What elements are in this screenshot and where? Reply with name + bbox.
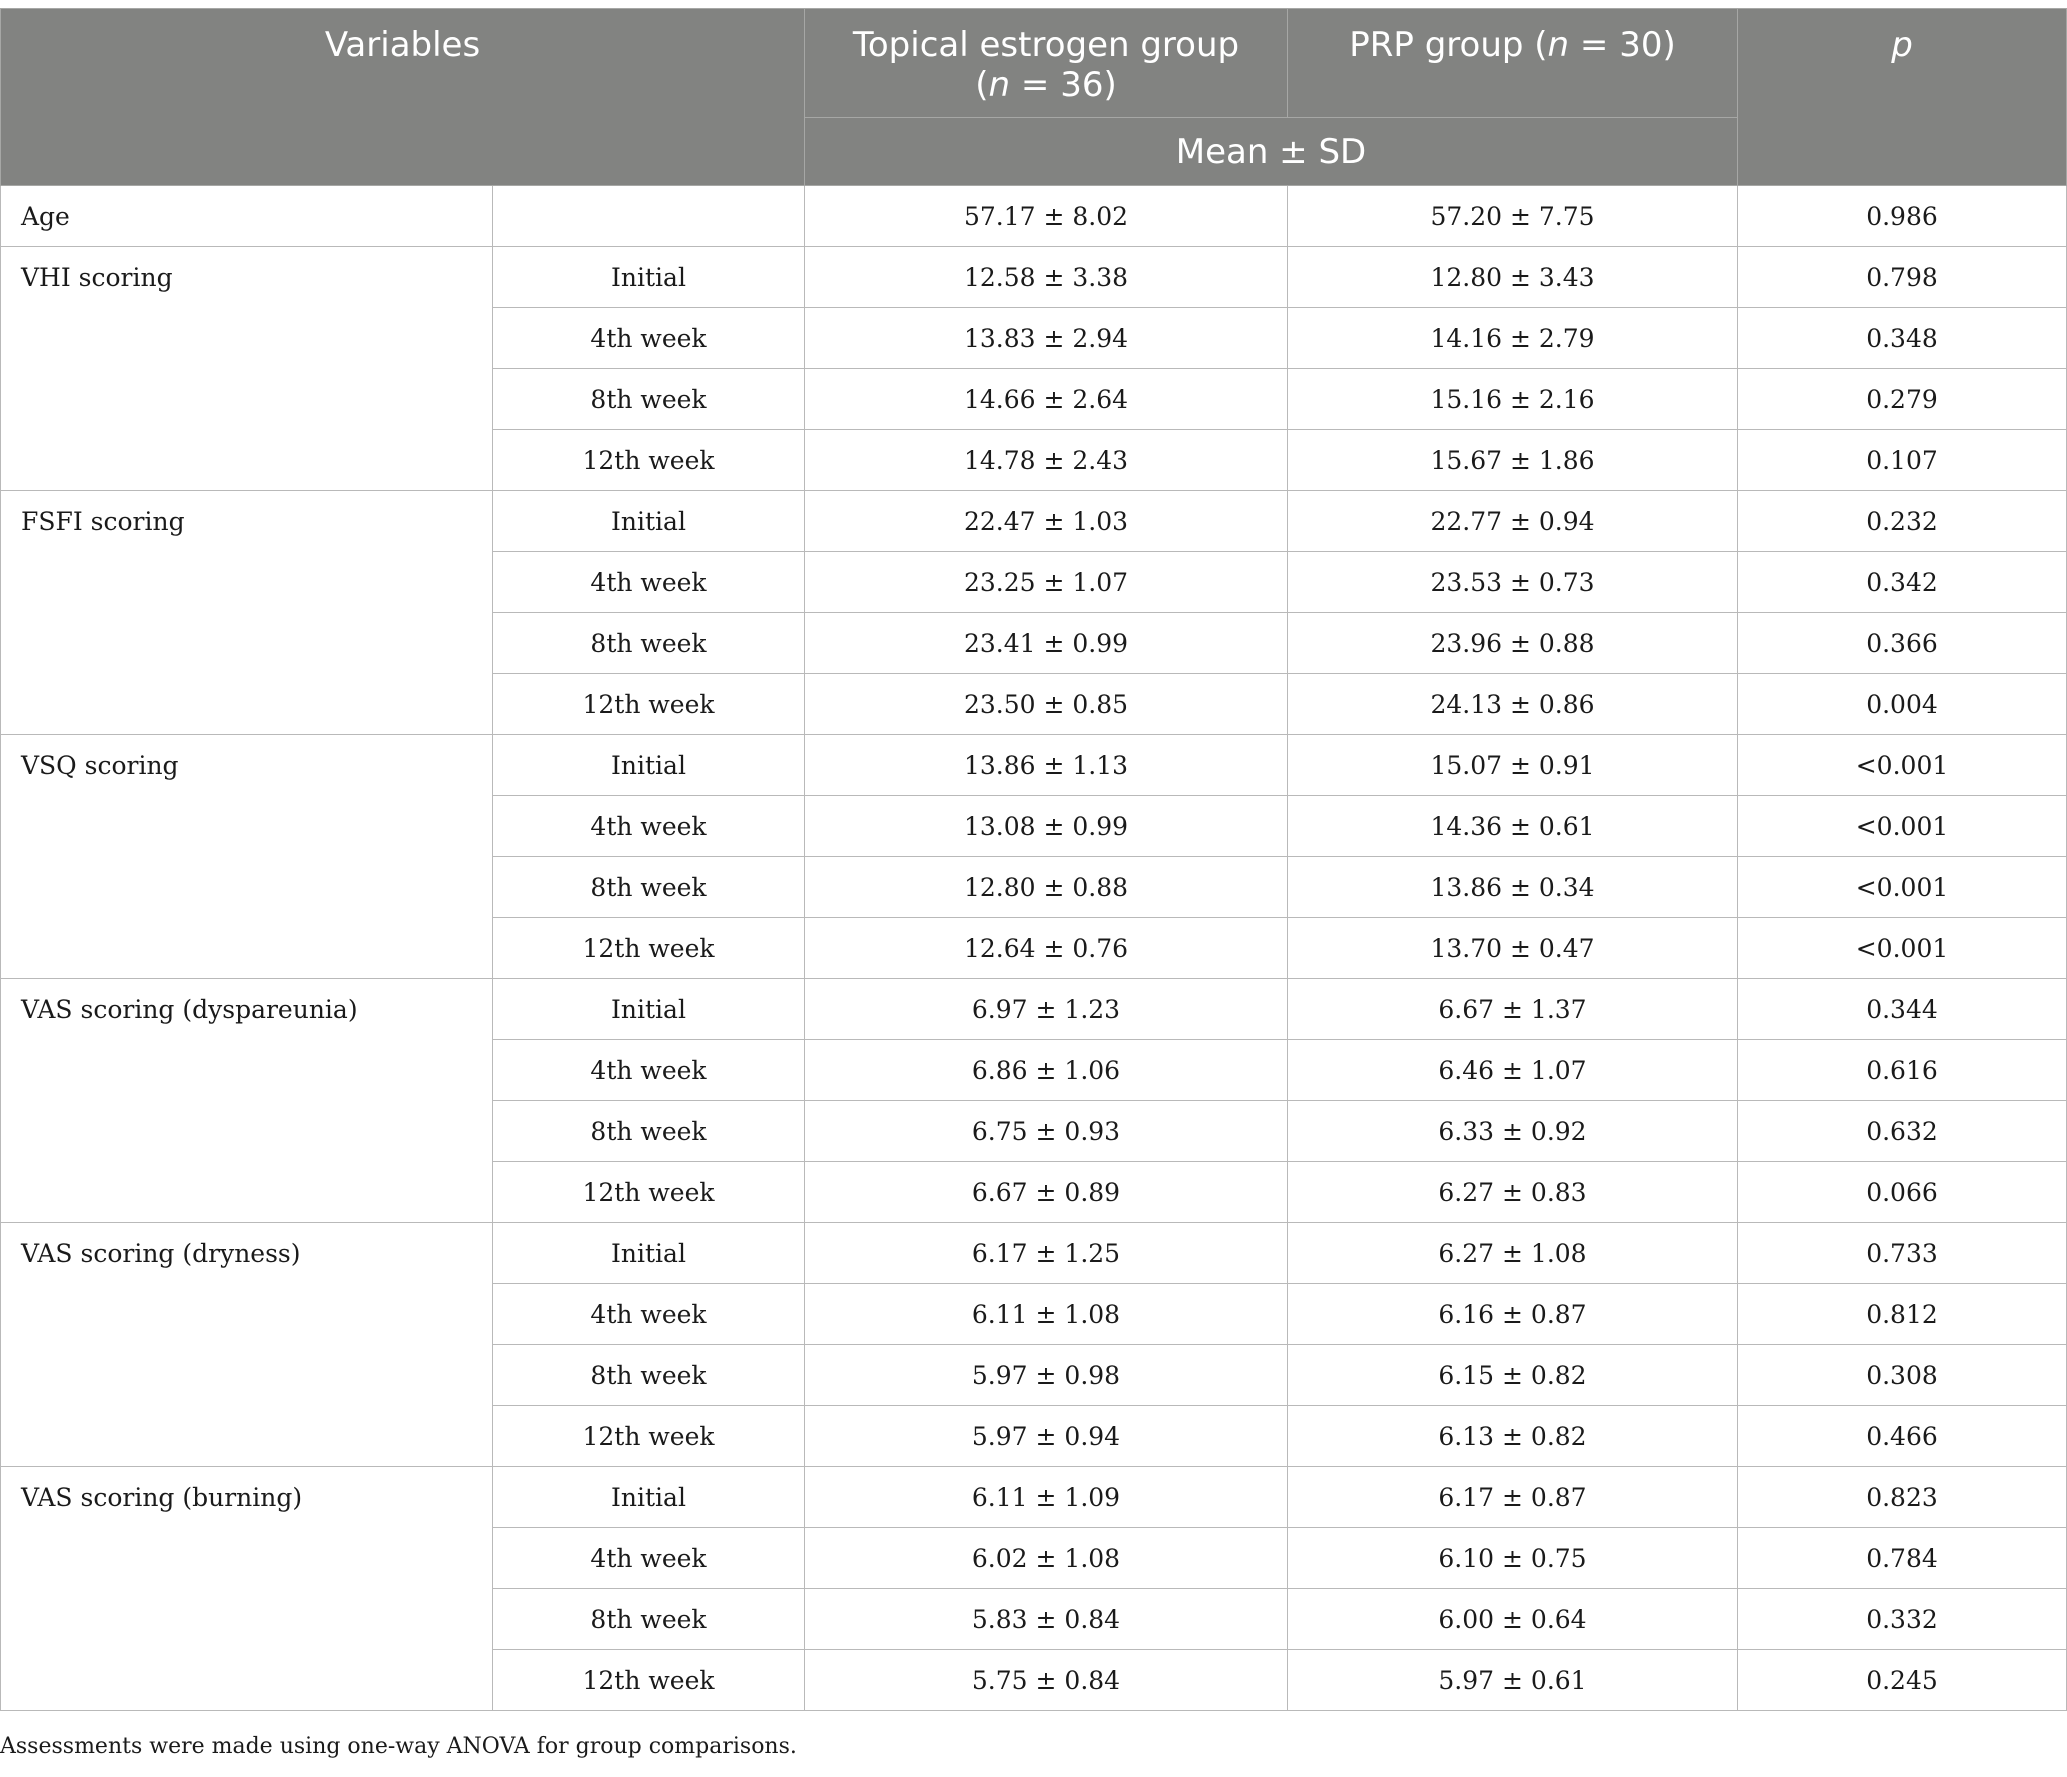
cell-variable: FSFI scoring <box>1 491 493 735</box>
cell-time-point: 8th week <box>493 1345 805 1406</box>
cell-time-point: Initial <box>493 247 805 308</box>
table-row <box>1 735 2067 796</box>
cell-time-point: Initial <box>493 491 805 552</box>
cell-p-value: <0.001 <box>1738 918 2067 979</box>
cell-prp-mean-sd: 6.15 ± 0.82 <box>1288 1345 1738 1406</box>
cell-p-value: <0.001 <box>1738 735 2067 796</box>
cell-time-point: 4th week <box>493 1040 805 1101</box>
cell-p-value: 0.308 <box>1738 1345 2067 1406</box>
table-row <box>1 979 2067 1040</box>
cell-prp-mean-sd: 12.80 ± 3.43 <box>1288 247 1738 308</box>
cell-variable: VSQ scoring <box>1 735 493 979</box>
table-footnote: Assessments were made using one-way ANOVA for group comparisons. <box>0 1734 797 1759</box>
cell-p-value: 0.784 <box>1738 1528 2067 1589</box>
cell-prp-mean-sd: 6.13 ± 0.82 <box>1288 1406 1738 1467</box>
table-header <box>1 9 2067 186</box>
cell-prp-mean-sd: 13.70 ± 0.47 <box>1288 918 1738 979</box>
cell-topical-mean-sd: 22.47 ± 1.03 <box>805 491 1288 552</box>
cell-topical-mean-sd: 12.58 ± 3.38 <box>805 247 1288 308</box>
cell-topical-mean-sd: 6.17 ± 1.25 <box>805 1223 1288 1284</box>
cell-topical-mean-sd: 57.17 ± 8.02 <box>805 186 1288 247</box>
cell-variable: VHI scoring <box>1 247 493 491</box>
cell-p-value: 0.632 <box>1738 1101 2067 1162</box>
cell-prp-mean-sd: 6.27 ± 0.83 <box>1288 1162 1738 1223</box>
cell-p-value: 0.279 <box>1738 369 2067 430</box>
table-row <box>1 491 2067 552</box>
cell-prp-mean-sd: 6.33 ± 0.92 <box>1288 1101 1738 1162</box>
cell-time-point: 12th week <box>493 1162 805 1223</box>
cell-p-value: 0.332 <box>1738 1589 2067 1650</box>
cell-topical-mean-sd: 12.80 ± 0.88 <box>805 857 1288 918</box>
header-row <box>1 9 2067 118</box>
cell-prp-mean-sd: 6.17 ± 0.87 <box>1288 1467 1738 1528</box>
cell-p-value: 0.066 <box>1738 1162 2067 1223</box>
cell-variable: VAS scoring (dryness) <box>1 1223 493 1467</box>
cell-p-value: 0.733 <box>1738 1223 2067 1284</box>
cell-time-point: 4th week <box>493 1528 805 1589</box>
cell-topical-mean-sd: 23.50 ± 0.85 <box>805 674 1288 735</box>
cell-time-point: 8th week <box>493 613 805 674</box>
cell-time-point: 4th week <box>493 552 805 613</box>
cell-time-point: 12th week <box>493 1406 805 1467</box>
cell-topical-mean-sd: 14.66 ± 2.64 <box>805 369 1288 430</box>
cell-time-point: 8th week <box>493 1589 805 1650</box>
cell-prp-mean-sd: 6.16 ± 0.87 <box>1288 1284 1738 1345</box>
cell-topical-mean-sd: 5.97 ± 0.98 <box>805 1345 1288 1406</box>
cell-time-point: 12th week <box>493 918 805 979</box>
cell-topical-mean-sd: 6.11 ± 1.09 <box>805 1467 1288 1528</box>
cell-p-value: 0.812 <box>1738 1284 2067 1345</box>
cell-topical-mean-sd: 6.67 ± 0.89 <box>805 1162 1288 1223</box>
cell-topical-mean-sd: 6.11 ± 1.08 <box>805 1284 1288 1345</box>
header-variables: Variables <box>1 9 805 186</box>
cell-p-value: 0.616 <box>1738 1040 2067 1101</box>
cell-p-value: 0.342 <box>1738 552 2067 613</box>
results-table <box>0 8 2067 1711</box>
cell-p-value: 0.348 <box>1738 308 2067 369</box>
cell-prp-mean-sd: 23.53 ± 0.73 <box>1288 552 1738 613</box>
cell-prp-mean-sd: 6.67 ± 1.37 <box>1288 979 1738 1040</box>
cell-topical-mean-sd: 5.83 ± 0.84 <box>805 1589 1288 1650</box>
cell-p-value: 0.466 <box>1738 1406 2067 1467</box>
cell-time-point: 8th week <box>493 1101 805 1162</box>
cell-prp-mean-sd: 6.00 ± 0.64 <box>1288 1589 1738 1650</box>
cell-prp-mean-sd: 15.16 ± 2.16 <box>1288 369 1738 430</box>
cell-topical-mean-sd: 23.41 ± 0.99 <box>805 613 1288 674</box>
cell-topical-mean-sd: 13.08 ± 0.99 <box>805 796 1288 857</box>
cell-p-value: <0.001 <box>1738 857 2067 918</box>
cell-time-point: Initial <box>493 979 805 1040</box>
cell-variable: VAS scoring (dyspareunia) <box>1 979 493 1223</box>
cell-p-value: 0.366 <box>1738 613 2067 674</box>
cell-topical-mean-sd: 6.02 ± 1.08 <box>805 1528 1288 1589</box>
cell-time-point: Initial <box>493 1467 805 1528</box>
cell-time-point: Initial <box>493 735 805 796</box>
cell-topical-mean-sd: 5.75 ± 0.84 <box>805 1650 1288 1711</box>
header-prp-label: PRP group ( <box>1349 25 1548 65</box>
cell-p-value: <0.001 <box>1738 796 2067 857</box>
cell-topical-mean-sd: 6.86 ± 1.06 <box>805 1040 1288 1101</box>
cell-p-value: 0.107 <box>1738 430 2067 491</box>
header-mean-sd: Mean ± SD <box>805 118 1738 186</box>
cell-prp-mean-sd: 14.16 ± 2.79 <box>1288 308 1738 369</box>
cell-time-point: 12th week <box>493 430 805 491</box>
cell-time-point: 12th week <box>493 1650 805 1711</box>
cell-topical-mean-sd: 6.75 ± 0.93 <box>805 1101 1288 1162</box>
cell-time-point: 8th week <box>493 857 805 918</box>
cell-prp-mean-sd: 6.27 ± 1.08 <box>1288 1223 1738 1284</box>
cell-prp-mean-sd: 24.13 ± 0.86 <box>1288 674 1738 735</box>
cell-topical-mean-sd: 13.86 ± 1.13 <box>805 735 1288 796</box>
cell-p-value: 0.245 <box>1738 1650 2067 1711</box>
cell-prp-mean-sd: 6.10 ± 0.75 <box>1288 1528 1738 1589</box>
cell-prp-mean-sd: 57.20 ± 7.75 <box>1288 186 1738 247</box>
cell-time-point <box>493 186 805 247</box>
table-row <box>1 1467 2067 1528</box>
cell-prp-mean-sd: 15.67 ± 1.86 <box>1288 430 1738 491</box>
cell-p-value: 0.004 <box>1738 674 2067 735</box>
cell-p-value: 0.986 <box>1738 186 2067 247</box>
cell-prp-mean-sd: 15.07 ± 0.91 <box>1288 735 1738 796</box>
table-row <box>1 186 2067 247</box>
cell-time-point: 4th week <box>493 1284 805 1345</box>
cell-variable: Age <box>1 186 493 247</box>
cell-prp-mean-sd: 14.36 ± 0.61 <box>1288 796 1738 857</box>
cell-time-point: Initial <box>493 1223 805 1284</box>
cell-time-point: 4th week <box>493 308 805 369</box>
cell-prp-mean-sd: 13.86 ± 0.34 <box>1288 857 1738 918</box>
header-prp-group: PRP group (n = 30) <box>1288 9 1738 118</box>
cell-variable: VAS scoring (burning) <box>1 1467 493 1711</box>
cell-p-value: 0.823 <box>1738 1467 2067 1528</box>
cell-time-point: 8th week <box>493 369 805 430</box>
header-topical-label: Topical estrogen group <box>852 25 1240 65</box>
cell-time-point: 4th week <box>493 796 805 857</box>
header-prp-n-symbol: n <box>1547 25 1570 65</box>
cell-time-point: 12th week <box>493 674 805 735</box>
cell-topical-mean-sd: 23.25 ± 1.07 <box>805 552 1288 613</box>
table-row <box>1 1223 2067 1284</box>
cell-topical-mean-sd: 12.64 ± 0.76 <box>805 918 1288 979</box>
table-body <box>1 186 2067 1711</box>
cell-topical-mean-sd: 13.83 ± 2.94 <box>805 308 1288 369</box>
cell-p-value: 0.344 <box>1738 979 2067 1040</box>
cell-prp-mean-sd: 5.97 ± 0.61 <box>1288 1650 1738 1711</box>
header-topical-estrogen-group: Topical estrogen group (n = 36) <box>805 9 1288 118</box>
header-topical-n-symbol: n <box>988 65 1011 105</box>
cell-prp-mean-sd: 6.46 ± 1.07 <box>1288 1040 1738 1101</box>
cell-topical-mean-sd: 14.78 ± 2.43 <box>805 430 1288 491</box>
cell-prp-mean-sd: 22.77 ± 0.94 <box>1288 491 1738 552</box>
cell-topical-mean-sd: 6.97 ± 1.23 <box>805 979 1288 1040</box>
cell-topical-mean-sd: 5.97 ± 0.94 <box>805 1406 1288 1467</box>
cell-prp-mean-sd: 23.96 ± 0.88 <box>1288 613 1738 674</box>
header-p-value: p <box>1738 9 2067 186</box>
cell-p-value: 0.232 <box>1738 491 2067 552</box>
table-row <box>1 247 2067 308</box>
cell-p-value: 0.798 <box>1738 247 2067 308</box>
